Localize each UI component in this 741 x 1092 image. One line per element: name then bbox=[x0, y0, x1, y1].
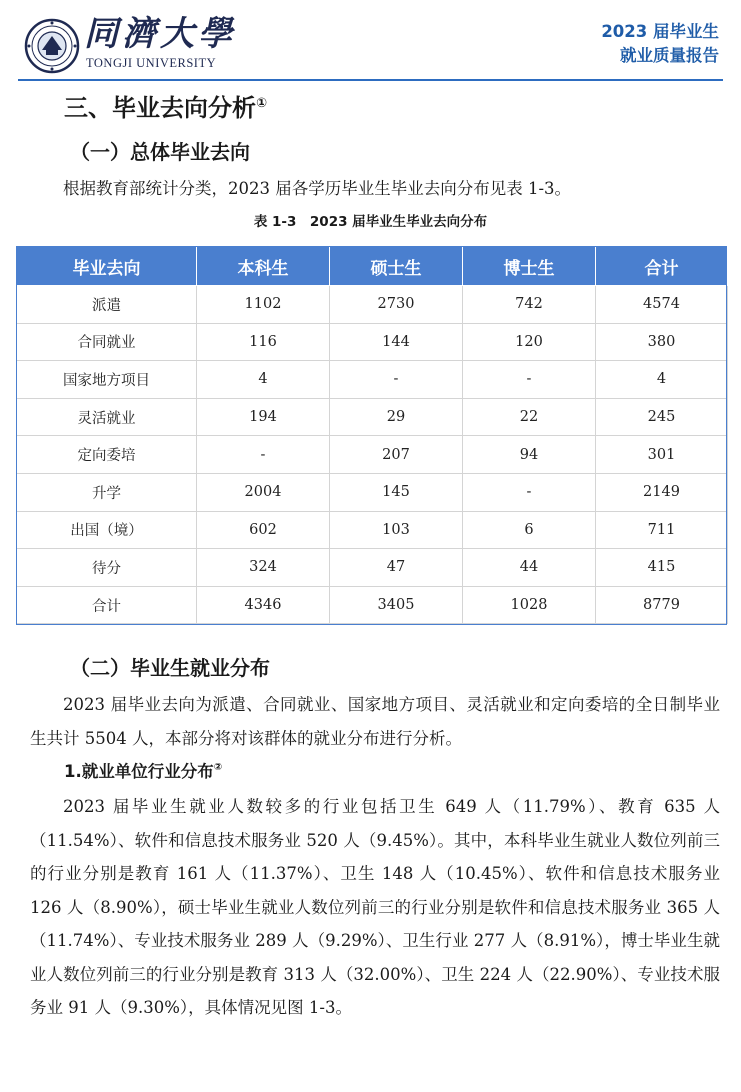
report-title-line1: 2023 届毕业生 bbox=[601, 22, 719, 41]
table-cell: 94 bbox=[463, 436, 596, 474]
column-header: 本科生 bbox=[197, 247, 330, 286]
table-row bbox=[17, 286, 728, 324]
table-cell: 415 bbox=[596, 549, 728, 587]
table-cell: - bbox=[197, 436, 330, 474]
table-row bbox=[17, 323, 728, 361]
table-cell: 145 bbox=[330, 473, 463, 511]
table-cell: 3405 bbox=[330, 586, 463, 624]
footnote-marker-1: ① bbox=[256, 96, 268, 111]
section-title: 三、毕业去向分析 bbox=[64, 94, 256, 122]
table-cell: 324 bbox=[197, 549, 330, 587]
section-heading bbox=[64, 88, 267, 123]
report-title bbox=[601, 20, 719, 68]
table-header-row bbox=[17, 247, 728, 286]
table-cell: 合同就业 bbox=[17, 323, 197, 361]
table-cell: 194 bbox=[197, 398, 330, 436]
table-caption: 表 1-3 2023 届毕业生毕业去向分布 bbox=[253, 214, 488, 230]
column-header: 毕业去向 bbox=[17, 247, 197, 286]
subsection-heading-overall: （一）总体毕业去向 bbox=[70, 140, 250, 164]
table-cell: 120 bbox=[463, 323, 596, 361]
table-cell: - bbox=[330, 361, 463, 399]
footnote-marker-2: ② bbox=[213, 762, 223, 773]
table-cell: 2730 bbox=[330, 286, 463, 324]
column-header: 博士生 bbox=[463, 247, 596, 286]
table-cell: 2149 bbox=[596, 473, 728, 511]
table-cell: 派遣 bbox=[17, 286, 197, 324]
table-row bbox=[17, 511, 728, 549]
industry-heading-text: 1.就业单位行业分布 bbox=[64, 762, 214, 781]
industry-paragraph: 2023 届毕业生就业人数较多的行业包括卫生 649 人（11.79%）、教育 635 人（11.54%）、软件和信息技术服务业 520 人（9.45%）。其中，本科毕业生就业人数位列前三的行业分别是教育 161 人（11.37%）、卫生 148 人（10.45%）、软件和信息技术服务业 126 人（8.90%），硕士毕业生就业人数位列前三的行业分别是软件和信息技术服务业 365 人（11.74%）、专业技术服务业 289 人（9.29%）、卫生行业 277 人（8.91%），博士毕业生就业人数位列前三的行业分别是教育 313 人（32.00%）、卫生 224 人（22.90%）、专业技术服务业 91 人（9.30%），具体情况见图 1-3。 bbox=[30, 797, 720, 1017]
table-cell: 245 bbox=[596, 398, 728, 436]
table-cell: 4346 bbox=[197, 586, 330, 624]
table-row bbox=[17, 473, 728, 511]
header-divider bbox=[18, 79, 723, 81]
table-cell: 22 bbox=[463, 398, 596, 436]
column-header: 合计 bbox=[596, 247, 728, 286]
university-name-cn: 同濟大學 bbox=[84, 14, 236, 54]
table-cell: 出国（境） bbox=[17, 511, 197, 549]
intro-paragraph: 根据教育部统计分类，2023 届各学历毕业生毕业去向分布见表 1-3。 bbox=[63, 179, 572, 198]
table-cell: 207 bbox=[330, 436, 463, 474]
employment-paragraph: 2023 届毕业去向为派遣、合同就业、国家地方项目、灵活就业和定向委培的全日制毕业生共计 5504 人，本部分将对该群体的就业分布进行分析。 bbox=[30, 695, 720, 748]
table-cell: 602 bbox=[197, 511, 330, 549]
table-cell: 301 bbox=[596, 436, 728, 474]
table-cell: 1028 bbox=[463, 586, 596, 624]
table-row bbox=[17, 436, 728, 474]
industry-heading bbox=[64, 758, 222, 782]
table-cell: - bbox=[463, 473, 596, 511]
table-cell: 4574 bbox=[596, 286, 728, 324]
table-cell: 6 bbox=[463, 511, 596, 549]
table-cell: 国家地方项目 bbox=[17, 361, 197, 399]
table-row bbox=[17, 549, 728, 587]
table-cell: - bbox=[463, 361, 596, 399]
table-cell: 定向委培 bbox=[17, 436, 197, 474]
table-cell: 4 bbox=[596, 361, 728, 399]
table-row bbox=[17, 361, 728, 399]
table-cell: 47 bbox=[330, 549, 463, 587]
table-cell: 合计 bbox=[17, 586, 197, 624]
tongji-logo-icon bbox=[24, 18, 80, 74]
table-total-row bbox=[17, 586, 728, 624]
table-cell: 4 bbox=[197, 361, 330, 399]
table-row bbox=[17, 398, 728, 436]
report-title-line2: 就业质量报告 bbox=[620, 46, 719, 65]
table-cell: 29 bbox=[330, 398, 463, 436]
table-cell: 升学 bbox=[17, 473, 197, 511]
university-name-en: TONGJI UNIVERSITY bbox=[86, 56, 217, 70]
table-cell: 灵活就业 bbox=[17, 398, 197, 436]
table-cell: 144 bbox=[330, 323, 463, 361]
table-cell: 103 bbox=[330, 511, 463, 549]
table-cell: 742 bbox=[463, 286, 596, 324]
column-header: 硕士生 bbox=[330, 247, 463, 286]
destination-table bbox=[16, 246, 728, 624]
table-cell: 44 bbox=[463, 549, 596, 587]
table-cell: 8779 bbox=[596, 586, 728, 624]
table-cell: 待分 bbox=[17, 549, 197, 587]
table-cell: 711 bbox=[596, 511, 728, 549]
table-cell: 2004 bbox=[197, 473, 330, 511]
subsection-heading-employment: （二）毕业生就业分布 bbox=[70, 656, 270, 680]
table-cell: 1102 bbox=[197, 286, 330, 324]
table-cell: 380 bbox=[596, 323, 728, 361]
table-cell: 116 bbox=[197, 323, 330, 361]
page-header bbox=[0, 0, 741, 80]
